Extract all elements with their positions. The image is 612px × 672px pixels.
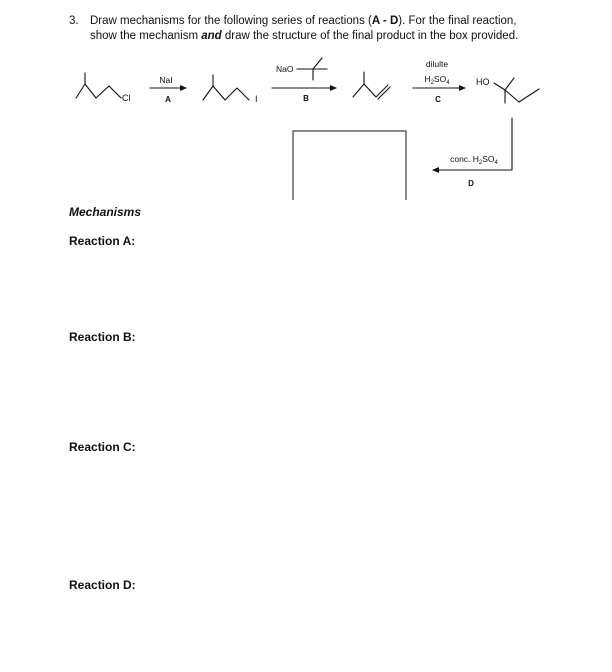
question-line2-start: show the mechanism [90, 30, 202, 42]
reagent-c-descriptor: dilulte [425, 59, 449, 69]
question-line1-end: ). For the final reaction, [398, 15, 517, 27]
reaction-d-label: Reaction D: [69, 578, 136, 592]
label-b: B [303, 94, 309, 103]
iodo-intermediate-structure [203, 75, 258, 104]
chloro-label: Cl [122, 93, 131, 103]
reaction-b-label: Reaction B: [69, 330, 136, 344]
alkene-structure [353, 72, 390, 99]
final-product-answer-box[interactable] [293, 131, 406, 200]
question-emphasis-and: and [201, 30, 222, 42]
arrow-a [150, 75, 186, 104]
reaction-scheme [0, 0, 612, 200]
hydroxyl-label: HO [476, 77, 490, 87]
reagent-a: NaI [159, 75, 173, 85]
arrow-c [413, 59, 465, 104]
reaction-c-label: Reaction C: [69, 440, 136, 454]
alcohol-product-structure [476, 77, 539, 103]
starting-material-structure [76, 73, 131, 103]
question-line1-start: Draw mechanisms for the following series of reactions ( [90, 15, 372, 27]
question-line2-end: draw the structure of the final product in the box provided. [221, 30, 519, 42]
label-a: A [165, 95, 171, 104]
reagent-d-formula: conc. $H_2SO_4$ [450, 154, 498, 166]
arrow-d [433, 118, 512, 188]
label-d: D [468, 179, 474, 188]
reaction-a-label: Reaction A: [69, 234, 136, 248]
question-reaction-range: A - D [371, 15, 399, 27]
mechanisms-heading: Mechanisms [69, 205, 142, 219]
reagent-b: NaO [276, 64, 294, 74]
label-c: C [435, 95, 441, 104]
iodo-label: I [255, 94, 258, 104]
arrow-b [272, 58, 336, 103]
reagent-c-formula: $H_2SO_4$ [424, 74, 450, 86]
question-number: 3. [69, 15, 79, 27]
